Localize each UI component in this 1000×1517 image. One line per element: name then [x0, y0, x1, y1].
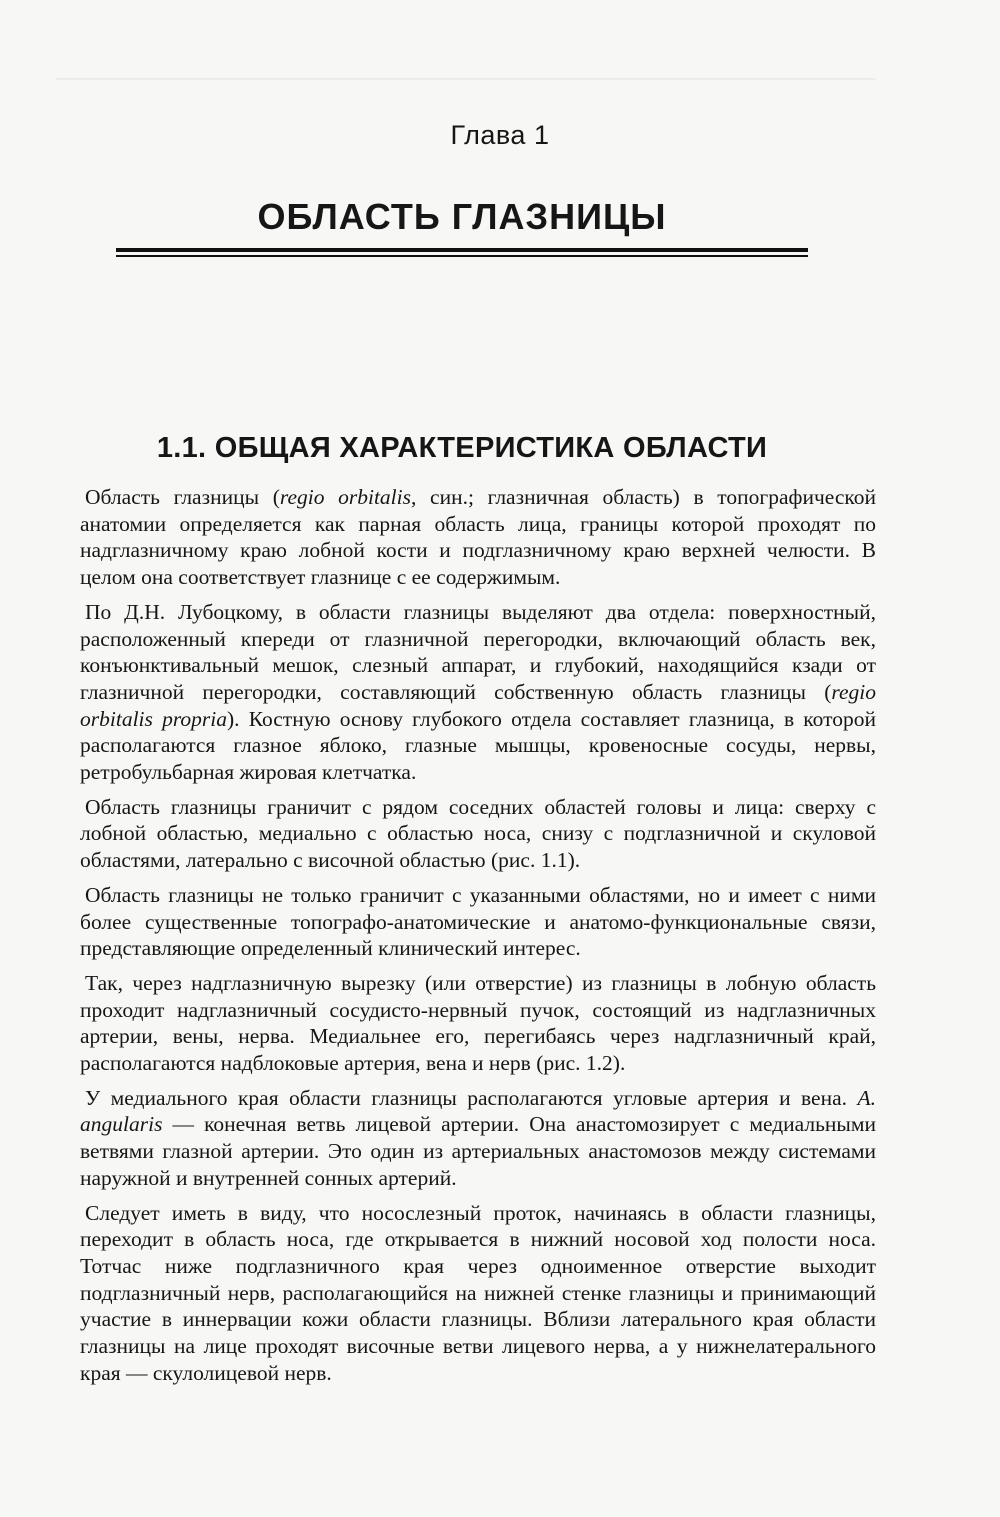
- latin-term: A. angularis: [80, 1085, 876, 1137]
- paragraph-3: Область глазницы граничит с рядом соседних областей головы и лица: сверху с лобной областью, медиально с областью носа, снизу с подглазничной и скуловой областями, латерально с височной областью (рис. 1.1).: [80, 794, 876, 873]
- chapter-rule-thin: [116, 255, 808, 257]
- paragraph-1: [80, 484, 876, 591]
- latin-term: regio orbitalis propria: [80, 679, 876, 731]
- paragraph-6-text-c: — конечная ветвь лицевой артерии. Она анастомозирует с медиальными ветвями глазной артерии. Это один из артериальных анастомозов между системами наружной и внутренней сонных артерий.: [80, 1112, 876, 1190]
- paragraph-4: Область глазницы не только граничит с указанными областями, но и имеет с ними более существенные топографо-анатомические и анатомо-функциональные связи, представляющие определенный клинический интерес.: [80, 882, 876, 961]
- section-title: 1.1. ОБЩАЯ ХАРАКТЕРИСТИКА ОБЛАСТИ: [156, 432, 768, 464]
- body-text: [80, 484, 876, 1395]
- paragraph-1-text-c: , син.; глазничная область) в топографической анатомии определяется как парная область лица, границы которой проходят по надглазничному краю лобной кости и подглазничному краю верхней челюсти. В целом она соответствует глазнице с ее содержимым.: [80, 485, 876, 590]
- running-header-bleedthrough: [56, 78, 876, 80]
- chapter-title: ОБЛАСТЬ ГЛАЗНИЦЫ: [257, 196, 667, 237]
- chapter-rule-thick: [116, 248, 808, 252]
- paragraph-6-text-a: У медиального края области глазницы располагаются угловые артерия и вена.: [85, 1085, 858, 1110]
- chapter-label: Глава 1: [450, 120, 550, 150]
- paragraph-7: Следует иметь в виду, что носослезный проток, начинаясь в области глазницы, переходит в область носа, где открывается в нижний носовой ход полости носа. Тотчас ниже подглазничного края через одноименное отверстие выходит подглазничный нерв, располагающийся на нижней стенке глазницы и принимающий участие в иннервации кожи области глазницы. Вблизи латерального края области глазницы на лице проходят височные ветви лицевого нерва, а у нижнелатерального края — скулолицевой нерв.: [80, 1200, 876, 1385]
- paragraph-2-text-a: По Д.Н. Лубоцкому, в области глазницы выделяют два отдела: поверхностный, расположенный кпереди от глазничной перегородки, включающий область век, конъюнктивальный мешок, слезный аппарат, и глубокий, находящийся кзади от глазничной перегородки, составляющий собственную область глазницы (: [80, 599, 876, 704]
- paragraph-2-text-c: ). Костную основу глубокого отдела составляет глазница, в которой располагаются глазное яблоко, глазные мышцы, кровеносные сосуды, нервы, ретробульбарная жировая клетчатка.: [80, 706, 876, 785]
- paragraph-5: Так, через надглазничную вырезку (или отверстие) из глазницы в лобную область проходит надглазничный сосудисто-нервный пучок, состоящий из надглазничных артерии, вены, нерва. Медиальнее его, перегибаясь через надглазничный край, располагаются надблоковые артерия, вена и нерв (рис. 1.2).: [80, 970, 876, 1076]
- paragraph-2: [80, 599, 876, 786]
- paragraph-1-text-a: Область глазницы (: [85, 485, 280, 509]
- latin-term: regio orbitalis: [279, 485, 411, 509]
- paragraph-6: [80, 1085, 876, 1192]
